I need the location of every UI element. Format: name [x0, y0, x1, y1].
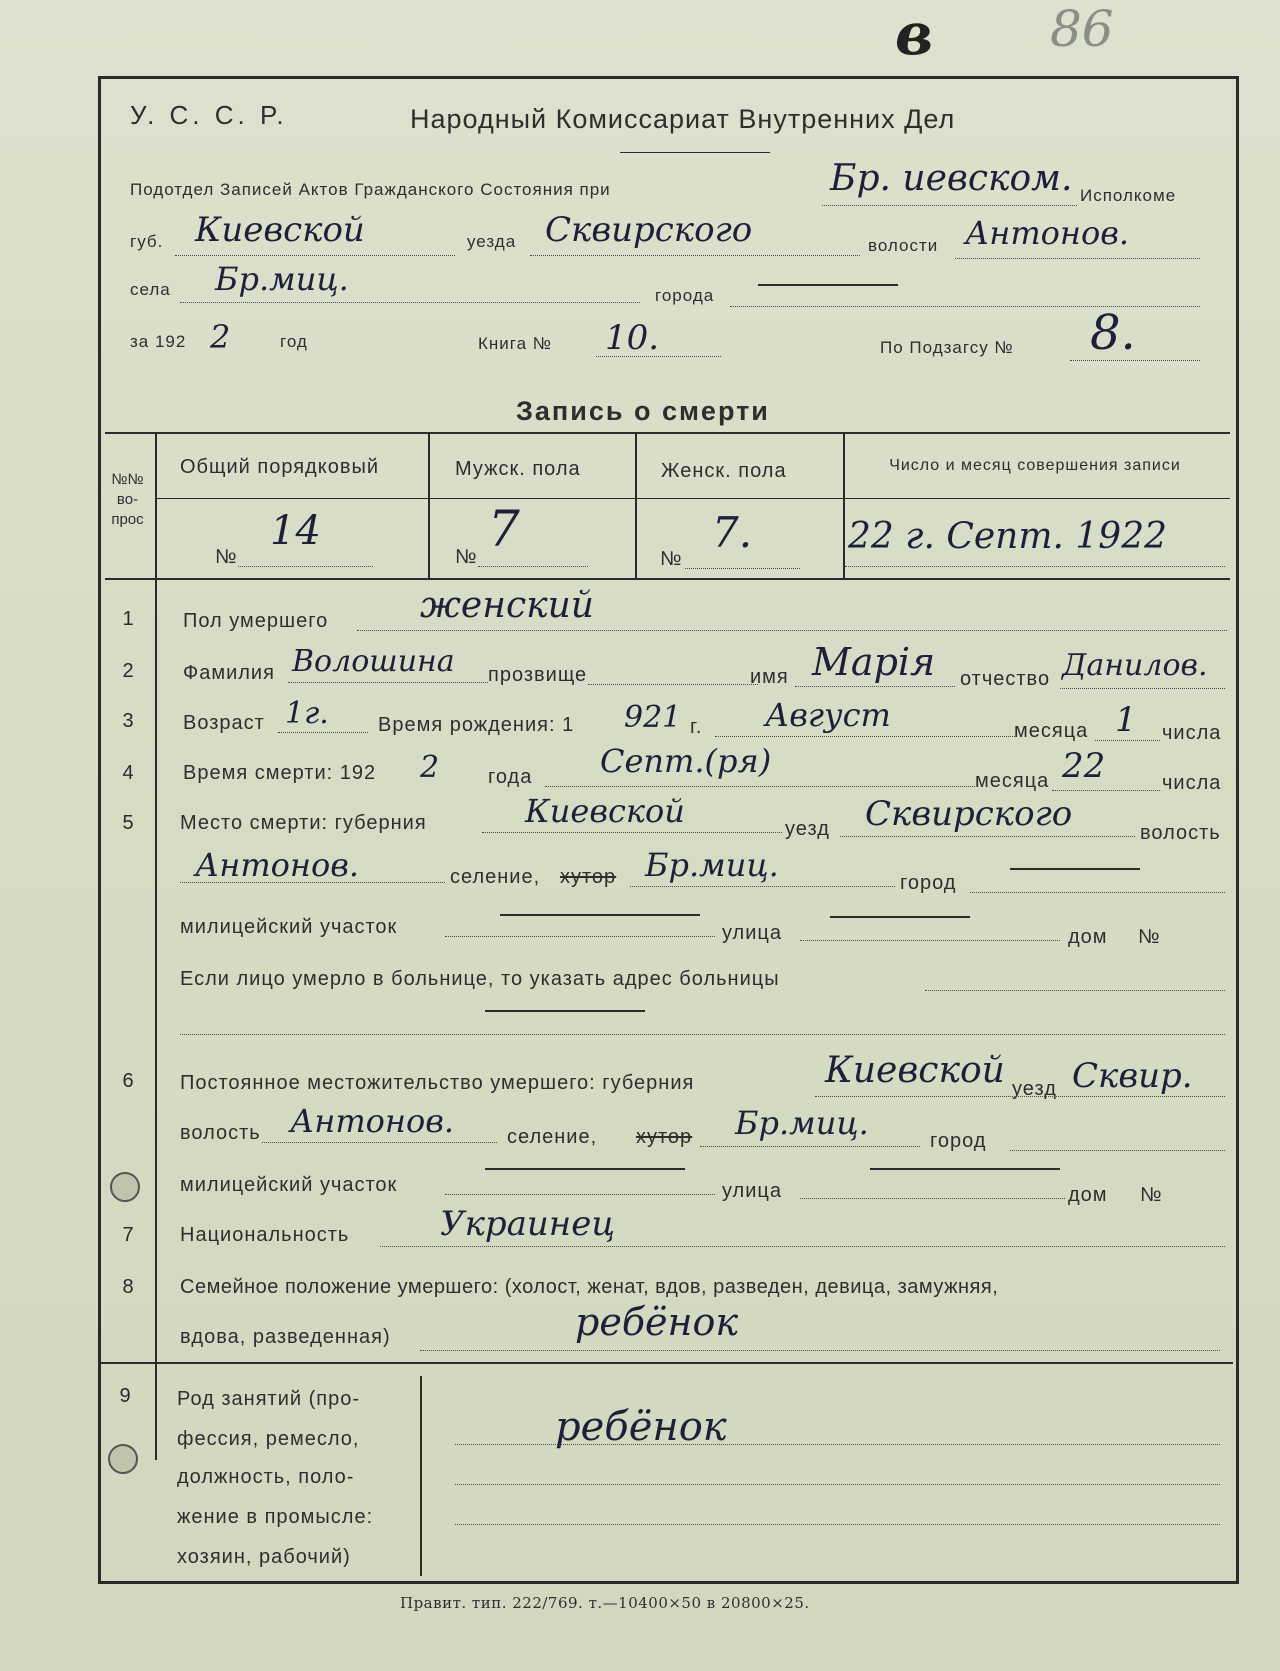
row-num-4: 4: [122, 762, 134, 784]
col1-header: Общий порядковый: [180, 456, 379, 478]
r2-name-label: имя: [750, 666, 789, 688]
col3-value-line: [685, 568, 800, 569]
col-divider-1: [155, 432, 157, 1460]
gub-line: [175, 255, 455, 256]
header-underline: [620, 152, 770, 153]
r6-police-dash: [485, 1168, 685, 1170]
r9-line-2: [455, 1484, 1220, 1485]
table-sub-line: [157, 498, 1230, 499]
r5-police-line: [445, 936, 715, 937]
r1-line: [357, 630, 1227, 631]
subdept-line: [822, 205, 1077, 206]
r3-birth-month: Август: [765, 696, 891, 734]
r3-g: г.: [690, 716, 703, 738]
row-num-6: 6: [122, 1070, 134, 1092]
r6-selenie: Бр.миц.: [735, 1104, 869, 1142]
r5-street-dash: [830, 916, 970, 918]
r2-surname: Волошина: [292, 644, 455, 679]
r9-label-2: фессия, ремесло,: [177, 1428, 360, 1450]
gorod-label: города: [655, 286, 715, 305]
subfile-line: [1070, 360, 1200, 361]
r2-nick-label: прозвище: [488, 664, 588, 686]
r6-label: Постоянное местожительство умершего: губерния: [180, 1072, 695, 1094]
r6-hutor: хутор: [636, 1126, 693, 1148]
binder-hole-bottom: [108, 1444, 138, 1474]
selo-line: [180, 302, 640, 303]
r5-gub-line: [482, 832, 782, 833]
uezd-line: [530, 255, 860, 256]
page-number: 86: [1050, 0, 1114, 58]
col2-value: 7: [488, 500, 520, 558]
col1-value-line: [238, 566, 373, 567]
r6-volost-line: [262, 1142, 497, 1143]
row-num-9: 9: [119, 1385, 131, 1407]
r5-police-label: милицейский участок: [180, 916, 398, 938]
gorod-dash: [758, 284, 898, 286]
r6-gub: Киевской: [825, 1050, 1005, 1091]
r5-gub: Киевской: [525, 792, 685, 830]
r1-label: Пол умершего: [183, 610, 329, 632]
r5-hospital-line2: [180, 1034, 1225, 1035]
year-label: за 192: [130, 332, 187, 351]
r5-police-dash: [500, 914, 700, 916]
r5-selenie-label: селение,: [450, 866, 541, 888]
subdept-value: Бр. иевском.: [830, 158, 1073, 199]
selo-value: Бр.миц.: [215, 260, 349, 298]
r3-month-label: месяца: [1014, 720, 1089, 742]
r5-gorod-line: [970, 892, 1225, 893]
republic-title: У. С. С. Р.: [130, 100, 288, 130]
row-num-7: 7: [122, 1224, 134, 1246]
book-value: 10.: [605, 318, 660, 358]
r2-patr: Данилов.: [1062, 648, 1208, 683]
row9-top-line: [98, 1362, 1233, 1364]
col3-header: Женск. пола: [661, 460, 787, 482]
r5-volost-line: [180, 882, 445, 883]
row-num-3: 3: [122, 710, 134, 732]
year-digit: 2: [210, 318, 231, 356]
r5-hospital-dash: [485, 1010, 645, 1012]
volost-label: волости: [868, 236, 939, 255]
r1-value: женский: [420, 585, 594, 626]
book-label: Книга №: [478, 334, 553, 353]
r2-patr-label: отчество: [960, 668, 1051, 690]
r6-selenie-line: [700, 1146, 920, 1147]
r3-birth-label: Время рождения: 1: [378, 714, 575, 736]
subdept-label: Подотдел Записей Актов Гражданского Состояния при: [130, 180, 611, 199]
r3-birth-year: 921: [624, 700, 682, 735]
ispolkom-label: Исполкоме: [1080, 186, 1177, 205]
col3-value: 7.: [712, 508, 753, 557]
r4-year-label: года: [488, 766, 533, 788]
r5-volost: Антонов.: [195, 846, 360, 884]
col4-value: 22 г. Септ. 1922: [848, 516, 1168, 557]
row-num-5: 5: [122, 812, 134, 834]
r6-police-label: милицейский участок: [180, 1174, 398, 1196]
printer-footer: Правит. тип. 222/769. т.—10400×50 в 20800×25.: [400, 1594, 810, 1612]
r9-label-4: жение в промысле:: [177, 1506, 374, 1528]
r2-surname-label: Фамилия: [183, 662, 275, 684]
r5-uezd-line: [840, 836, 1135, 837]
col1-no: №: [215, 546, 238, 568]
col3-no: №: [660, 548, 683, 570]
r5-gorod-label: город: [900, 872, 957, 894]
r4-death-year: 2: [420, 750, 440, 785]
r3-day-label: числа: [1162, 722, 1222, 744]
r6-line: [815, 1096, 1225, 1097]
row-num-2: 2: [122, 660, 134, 682]
r5-street-line: [800, 940, 1060, 941]
r5-street-label: улица: [722, 922, 782, 944]
r5-place-label: Место смерти: губерния: [180, 812, 427, 834]
r5-gorod-dash: [1010, 868, 1140, 870]
gub-value: Киевской: [195, 210, 365, 250]
r5-selenie: Бр.миц.: [645, 846, 779, 884]
r9-line-3: [455, 1524, 1220, 1525]
r6-volost-label: волость: [180, 1122, 261, 1144]
r6-uezd: Сквир.: [1072, 1056, 1193, 1096]
r6-street-dash: [870, 1168, 1060, 1170]
r9-label-5: хозяин, рабочий): [177, 1546, 351, 1568]
r4-death-label: Время смерти: 192: [183, 762, 377, 784]
r9-line-1: [455, 1444, 1220, 1445]
r7-line: [380, 1246, 1225, 1247]
col2-no: №: [455, 546, 478, 568]
r6-house-label: дом: [1068, 1184, 1108, 1206]
r9-label-3: должность, поло-: [177, 1466, 355, 1488]
r3-birth-day: 1: [1115, 700, 1137, 740]
r5-hutor: хутор: [560, 866, 617, 888]
gub-label: губ.: [130, 232, 164, 251]
r3-age-line: [278, 732, 368, 733]
col2-value-line: [478, 566, 588, 567]
r6-selenie-label: селение,: [507, 1126, 598, 1148]
r8-label: Семейное положение умершего: (холост, женат, вдов, разведен, девица, замужняя,: [180, 1276, 999, 1298]
r2-name: Марія: [812, 640, 936, 684]
binder-hole-top: [110, 1172, 140, 1202]
col-divider-2: [428, 432, 430, 578]
r6-gorod-line: [1010, 1150, 1225, 1151]
commissariat-title: Народный Комиссариат Внутренних Дел: [410, 104, 956, 134]
r5-house-no: №: [1138, 926, 1161, 948]
r3-month-line: [715, 736, 1015, 737]
row9-divider: [420, 1376, 422, 1576]
r7-value: Украинец: [440, 1204, 616, 1244]
r2-name-line: [795, 686, 955, 687]
r8-label2: вдова, разведенная): [180, 1326, 391, 1348]
r2-surname-line: [288, 682, 488, 683]
god-label: год: [280, 332, 308, 351]
uezd-label: уезда: [467, 232, 517, 251]
r8-line: [420, 1350, 1220, 1351]
r4-day-line: [1052, 790, 1160, 791]
r5-hospital-line: [925, 990, 1225, 991]
r6-street-label: улица: [722, 1180, 782, 1202]
r3-day-line: [1095, 740, 1160, 741]
r4-month-label: месяца: [975, 770, 1050, 792]
r7-label: Национальность: [180, 1224, 350, 1246]
r9-label-1: Род занятий (про-: [177, 1388, 360, 1410]
r6-house-no: №: [1140, 1184, 1163, 1206]
r5-selenie-line: [630, 886, 895, 887]
table-bottom-line: [105, 578, 1230, 580]
row-num-8: 8: [122, 1276, 134, 1298]
row-num-1: 1: [122, 608, 134, 630]
r2-nick-line: [588, 684, 758, 685]
r2-patr-line: [1060, 688, 1225, 689]
subfile-label: По Подзагсу №: [880, 338, 1014, 357]
r3-age: 1г.: [285, 696, 329, 731]
q-col-header: №№ во- прос: [111, 471, 144, 528]
col-divider-3: [635, 432, 637, 578]
col2-header: Мужск. пола: [455, 458, 581, 480]
r5-uezd: Сквирского: [865, 794, 1073, 834]
col4-value-line: [845, 566, 1225, 567]
col-divider-4: [843, 432, 845, 578]
r6-street-line: [800, 1198, 1065, 1199]
form-title: Запись о смерти: [516, 396, 770, 426]
r5-uezd-label: уезд: [785, 818, 830, 840]
r5-hospital-label: Если лицо умерло в больнице, то указать адрес больницы: [180, 968, 780, 990]
selo-label: села: [130, 280, 171, 299]
r6-gorod-label: город: [930, 1130, 987, 1152]
volost-value: Антонов.: [965, 214, 1130, 252]
r6-uezd-label: уезд: [1012, 1078, 1057, 1100]
book-line: [596, 356, 721, 357]
r5-house-label: дом: [1068, 926, 1108, 948]
col1-value: 14: [270, 508, 321, 554]
col4-header: Число и месяц совершения записи: [889, 457, 1181, 474]
r5-volost-label: волость: [1140, 822, 1221, 844]
r6-police-line: [445, 1194, 715, 1195]
r4-month-line: [545, 786, 975, 787]
table-top-line: [105, 432, 1230, 434]
uezd-value: Сквирского: [545, 210, 753, 250]
r9-value: ребёнок: [555, 1404, 727, 1450]
r4-death-month: Септ.(ря): [600, 742, 772, 780]
r4-day-label: числа: [1162, 772, 1222, 794]
r8-value: ребёнок: [575, 1300, 739, 1344]
r3-age-label: Возраст: [183, 712, 265, 734]
volost-line: [955, 258, 1200, 259]
r6-volost: Антонов.: [290, 1102, 455, 1140]
corner-letter: в: [895, 0, 934, 68]
subfile-value: 8.: [1090, 305, 1136, 361]
r4-death-day: 22: [1062, 746, 1106, 786]
